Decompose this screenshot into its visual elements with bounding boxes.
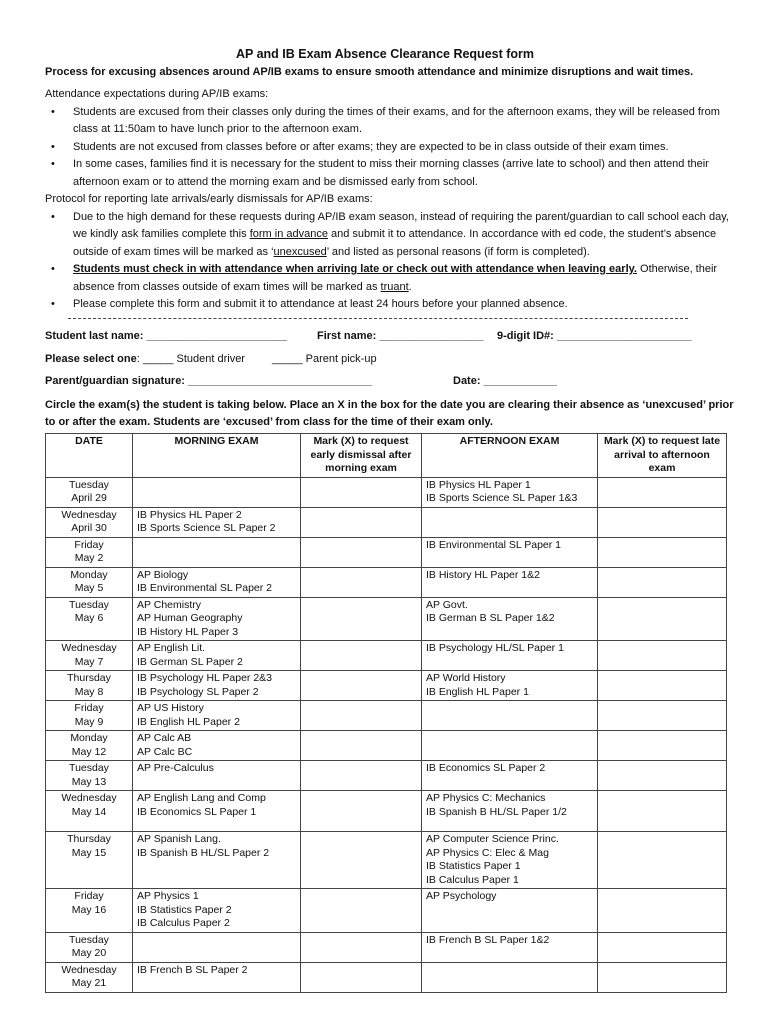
cell-text: IB Calculus Paper 1 [426, 873, 519, 886]
table-row [46, 701, 727, 731]
cell-text: May 21 [71, 977, 107, 989]
afternoon-exam-cell [422, 832, 598, 889]
early-dismissal-mark-box[interactable] [301, 962, 422, 992]
morning-exam-cell [133, 932, 301, 962]
cell-text: IB German SL Paper 2 [137, 655, 243, 668]
cell-text: May 15 [71, 846, 107, 859]
expectation-bullet: • Students are excused from their classes only during the times of their exams, and for the afternoon exams, they will be released from class at 11:50am to have lunch prior to the afternoon exam. [73, 104, 730, 139]
table-row [46, 932, 727, 962]
date-cell [46, 832, 133, 889]
date-cell [46, 962, 133, 992]
protocol-bullet-advance [73, 209, 730, 262]
cell-text: IB German B SL Paper 1&2 [426, 612, 555, 624]
cell-text: Wednesday [61, 792, 117, 804]
cell-text: IB Calculus Paper 2 [137, 917, 230, 929]
cell-text: AP Physics 1 [137, 890, 199, 902]
cell-text: IB History HL Paper 3 [137, 625, 239, 638]
table-row [46, 597, 727, 641]
morning-exam-cell [133, 791, 301, 832]
header-late-arrival: Mark (X) to request late arrival to afternoon exam [598, 434, 727, 478]
protocol-bullet-checkin [73, 261, 730, 296]
cell-text: Friday [74, 538, 104, 551]
page-title: AP and IB Exam Absence Clearance Request form [235, 47, 535, 61]
late-arrival-mark-box[interactable] [598, 889, 727, 933]
early-dismissal-mark-box[interactable] [301, 641, 422, 671]
date-cell [46, 791, 133, 832]
table-row [46, 671, 727, 701]
table-row [46, 641, 727, 671]
cell-text: IB English HL Paper 2 [137, 715, 240, 728]
early-dismissal-mark-box[interactable] [301, 731, 422, 761]
cell-text: IB Physics HL Paper 2 [137, 508, 242, 521]
afternoon-exam-cell [422, 731, 598, 761]
morning-exam-cell [133, 597, 301, 641]
header-afternoon-exam: AFTERNOON EXAM [422, 434, 598, 478]
late-arrival-mark-box[interactable] [598, 731, 727, 761]
cell-text: May 12 [71, 745, 107, 758]
table-row [46, 791, 727, 832]
cell-text: AP Computer Science Princ. [426, 833, 559, 845]
cell-text: AP Chemistry [137, 598, 201, 611]
cell-text: IB Environmental SL Paper 2 [137, 582, 273, 594]
cell-text: AP Biology [137, 568, 189, 581]
form-in-advance-text: form in advance [249, 228, 328, 240]
date-cell [46, 671, 133, 701]
cell-text: AP Psychology [426, 890, 497, 902]
cell-text: Tuesday [69, 762, 109, 774]
date-cell [46, 537, 133, 567]
afternoon-exam-cell [422, 477, 598, 507]
student-id-field[interactable]: 9-digit ID#: ______________________ [497, 330, 692, 342]
date-cell [46, 701, 133, 731]
date-cell [46, 889, 133, 933]
late-arrival-mark-box[interactable] [598, 761, 727, 791]
late-arrival-mark-box[interactable] [598, 932, 727, 962]
cell-text: AP Spanish Lang. [137, 833, 221, 845]
cell-text: Thursday [67, 833, 111, 845]
exam-schedule-table [45, 433, 727, 993]
cell-text: IB Economics SL Paper 1 [137, 805, 257, 818]
early-dismissal-mark-box[interactable] [301, 832, 422, 889]
cell-text: IB Physics HL Paper 1 [426, 478, 531, 491]
morning-exam-cell [133, 537, 301, 567]
exam-rows [46, 477, 727, 992]
date-cell [46, 731, 133, 761]
cell-text: IB Statistics Paper 1 [426, 860, 521, 872]
cell-text: AP Pre-Calculus [137, 762, 214, 774]
cell-text: AP World History [426, 672, 506, 684]
cell-text: AP Calc AB [137, 732, 192, 744]
expectations-heading: Attendance expectations during AP/IB exams: [45, 88, 269, 100]
late-arrival-mark-box[interactable] [598, 641, 727, 671]
cell-text: AP Calc BC [137, 745, 193, 758]
afternoon-exam-cell [422, 962, 598, 992]
cell-text: AP Physics C: Mechanics [426, 792, 546, 804]
protocol-text: Otherwise, their absence from classes outside of exam times will be marked as [73, 263, 718, 293]
cell-text: Tuesday [69, 478, 109, 491]
table-row [46, 507, 727, 537]
cell-text: AP English Lang and Comp [137, 792, 266, 804]
protocol-text: and submit it to attendance. In accordance with ed code, the student’s absence outside of exam times will be marked as ‘ [73, 228, 717, 258]
expectation-bullet: • Students are not excused from classes before or after exams; they are expected to be in class outside of their exam times. [73, 139, 730, 157]
afternoon-exam-cell [422, 671, 598, 701]
early-dismissal-mark-box[interactable] [301, 932, 422, 962]
cell-text: May 5 [74, 582, 104, 594]
table-row [46, 477, 727, 507]
late-arrival-mark-box[interactable] [598, 507, 727, 537]
cell-text: IB History HL Paper 1&2 [426, 568, 540, 581]
cell-text: IB Spanish B HL/SL Paper 1/2 [426, 805, 567, 818]
table-header-row [46, 434, 727, 478]
header-morning-exam: MORNING EXAM [133, 434, 301, 478]
instructions-text: Circle the exam(s) the student is taking below. Place an X in the box for the date you are clearing their absence as ‘unexcused’ prior to or after the exam. Students are ‘excused’ from class for the time of their exam only. [45, 399, 734, 428]
table-row [46, 731, 727, 761]
date-field[interactable]: Date: ____________ [453, 375, 557, 387]
afternoon-exam-cell [422, 791, 598, 832]
table-row [46, 761, 727, 791]
afternoon-exam-cell [422, 537, 598, 567]
cell-text: May 9 [74, 715, 104, 728]
cell-text: May 20 [71, 947, 107, 959]
morning-exam-cell [133, 962, 301, 992]
cell-text: April 30 [71, 522, 107, 534]
cell-text: Thursday [67, 672, 111, 684]
cell-text: IB Economics SL Paper 2 [426, 762, 546, 774]
table-row [46, 962, 727, 992]
cell-text: Wednesday [61, 963, 117, 976]
policy-section [45, 86, 730, 314]
cell-text: IB Psychology SL Paper 2 [137, 685, 259, 698]
cell-text: Tuesday [69, 598, 109, 611]
early-dismissal-mark-box[interactable] [301, 671, 422, 701]
cell-text: May 8 [74, 685, 104, 698]
expectation-bullet: • In some cases, families find it is necessary for the student to miss their morning classes (arrive late to school) and then attend their afternoon exam or to attend the morning exam and be dismissed early from school. [73, 156, 730, 191]
table-row [46, 889, 727, 933]
cell-text: April 29 [71, 492, 107, 504]
morning-exam-cell [133, 731, 301, 761]
morning-exam-cell [133, 641, 301, 671]
early-dismissal-mark-box[interactable] [301, 889, 422, 933]
cell-text: IB French B SL Paper 2 [137, 963, 248, 976]
student-last-name-field[interactable]: Student last name: _______________________ [45, 330, 288, 342]
morning-exam-cell [133, 832, 301, 889]
afternoon-exam-cell [422, 567, 598, 597]
cell-text: IB Environmental SL Paper 1 [426, 538, 562, 551]
late-arrival-mark-box[interactable] [598, 537, 727, 567]
date-cell [46, 477, 133, 507]
intro-text: Process for excusing absences around AP/IB exams to ensure smooth attendance and minimize disruptions and wait times. [45, 66, 694, 78]
cell-text: Tuesday [69, 933, 109, 946]
cell-text: Friday [74, 890, 104, 902]
cell-text: IB French B SL Paper 1&2 [426, 933, 550, 946]
dashed-divider [68, 318, 688, 319]
morning-exam-cell [133, 671, 301, 701]
cell-text: Wednesday [61, 508, 117, 521]
truant-text: truant [380, 280, 409, 293]
afternoon-exam-cell [422, 641, 598, 671]
parent-pickup-option[interactable]: _____ Parent pick-up [272, 353, 377, 365]
early-dismissal-mark-box[interactable] [301, 537, 422, 567]
morning-exam-cell [133, 761, 301, 791]
date-cell [46, 597, 133, 641]
cell-text: AP English Lit. [137, 642, 206, 654]
cell-text: AP Human Geography [137, 612, 243, 624]
morning-exam-cell [133, 477, 301, 507]
cell-text: IB Psychology HL/SL Paper 1 [426, 642, 564, 654]
cell-text: May 14 [71, 805, 107, 818]
cell-text: May 6 [74, 612, 104, 624]
early-dismissal-mark-box[interactable] [301, 701, 422, 731]
table-row [46, 832, 727, 889]
header-date: DATE [46, 434, 133, 478]
early-dismissal-mark-box[interactable] [301, 507, 422, 537]
cell-text: Monday [70, 732, 108, 744]
first-name-field[interactable]: First name: _________________ [317, 330, 484, 342]
protocol-heading: Protocol for reporting late arrivals/early dismissals for AP/IB exams: [45, 193, 373, 205]
checkin-notice: Students must check in with attendance when arriving late or check out with attendance when leaving early. [73, 263, 637, 275]
late-arrival-mark-box[interactable] [598, 671, 727, 701]
late-arrival-mark-box[interactable] [598, 791, 727, 832]
cell-text: AP Physics C: Elec & Mag [426, 846, 549, 859]
table-row [46, 567, 727, 597]
cell-text: AP Govt. [426, 598, 468, 611]
cell-text: May 7 [74, 655, 104, 668]
cell-text: IB Psychology HL Paper 2&3 [137, 672, 273, 684]
afternoon-exam-cell [422, 761, 598, 791]
date-cell [46, 507, 133, 537]
student-driver-option[interactable]: Please select one: _____ Student driver [45, 353, 245, 365]
table-row [46, 537, 727, 567]
cell-text: Monday [70, 568, 108, 581]
cell-text: Friday [74, 702, 104, 714]
date-cell [46, 932, 133, 962]
protocol-bullet-deadline: • Please complete this form and submit it to attendance at least 24 hours before your planned absence. [73, 296, 730, 314]
morning-exam-cell [133, 507, 301, 537]
signature-field[interactable]: Parent/guardian signature: ______________________________ [45, 375, 372, 387]
protocol-text: ’ and listed as personal reasons (if form is completed). [326, 245, 590, 258]
early-dismissal-mark-box[interactable] [301, 791, 422, 832]
early-dismissal-mark-box[interactable] [301, 761, 422, 791]
header-early-dismissal: Mark (X) to request early dismissal after morning exam [301, 434, 422, 478]
cell-text: AP US History [137, 702, 204, 714]
cell-text: IB Spanish B HL/SL Paper 2 [137, 846, 270, 859]
late-arrival-mark-box[interactable] [598, 597, 727, 641]
afternoon-exam-cell [422, 889, 598, 933]
late-arrival-mark-box[interactable] [598, 832, 727, 889]
cell-text: IB English HL Paper 1 [426, 685, 529, 698]
late-arrival-mark-box[interactable] [598, 567, 727, 597]
protocol-text: Due to the high demand for these requests during AP/IB exam season, instead of requiring the parent/guardian to call school each day, we kindly ask families complete this [73, 210, 729, 240]
late-arrival-mark-box[interactable] [598, 701, 727, 731]
afternoon-exam-cell [422, 701, 598, 731]
late-arrival-mark-box[interactable] [598, 477, 727, 507]
date-cell [46, 761, 133, 791]
early-dismissal-mark-box[interactable] [301, 597, 422, 641]
cell-text: May 16 [71, 903, 107, 916]
cell-text: IB Sports Science SL Paper 2 [137, 522, 276, 534]
early-dismissal-mark-box[interactable] [301, 477, 422, 507]
morning-exam-cell [133, 701, 301, 731]
date-cell [46, 641, 133, 671]
expectations-list [45, 104, 730, 192]
early-dismissal-mark-box[interactable] [301, 567, 422, 597]
afternoon-exam-cell [422, 507, 598, 537]
protocol-list [45, 209, 730, 314]
morning-exam-cell [133, 567, 301, 597]
cell-text: Wednesday [61, 642, 117, 654]
late-arrival-mark-box[interactable] [598, 962, 727, 992]
cell-text: IB Sports Science SL Paper 1&3 [426, 492, 578, 504]
unexcused-text: unexcused [273, 245, 327, 258]
cell-text: IB Statistics Paper 2 [137, 903, 232, 916]
afternoon-exam-cell [422, 597, 598, 641]
date-cell [46, 567, 133, 597]
cell-text: May 13 [71, 775, 107, 788]
morning-exam-cell [133, 889, 301, 933]
afternoon-exam-cell [422, 932, 598, 962]
protocol-text: . [408, 280, 412, 293]
cell-text: May 2 [74, 552, 104, 564]
